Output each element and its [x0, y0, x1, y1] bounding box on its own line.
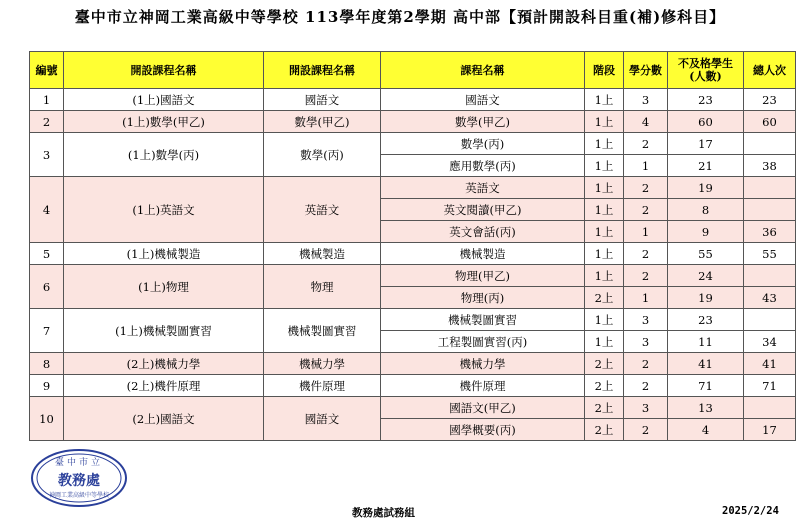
subject-cell: 英語文	[264, 177, 381, 243]
fail-count-cell: 41	[668, 353, 744, 375]
table-row	[30, 353, 796, 375]
course-cell: 英文會話(丙)	[381, 221, 585, 243]
header-total: 總人次	[744, 52, 796, 89]
stage-cell: 1上	[585, 243, 624, 265]
course-cell: 物理(丙)	[381, 287, 585, 309]
header-no: 編號	[30, 52, 64, 89]
subject-cell: 機械力學	[264, 353, 381, 375]
fail-count-cell: 71	[668, 375, 744, 397]
header-fail-count: 不及格學生 (人數)	[668, 52, 744, 89]
fail-count-cell: 4	[668, 419, 744, 441]
footer-date: 2025/2/24	[722, 505, 779, 517]
fail-count-cell: 21	[668, 155, 744, 177]
stage-cell: 2上	[585, 375, 624, 397]
fail-count-cell: 9	[668, 221, 744, 243]
total-cell	[744, 177, 796, 199]
total-cell	[744, 265, 796, 287]
total-cell: 55	[744, 243, 796, 265]
course-name-cell: (2上)國語文	[64, 397, 264, 441]
total-cell	[744, 199, 796, 221]
subject-cell: 國語文	[264, 89, 381, 111]
subject-cell: 機械製圖實習	[264, 309, 381, 353]
course-cell: 物理(甲乙)	[381, 265, 585, 287]
row-number-cell: 4	[30, 177, 64, 243]
course-cell: 機件原理	[381, 375, 585, 397]
table-row	[30, 375, 796, 397]
row-number-cell: 5	[30, 243, 64, 265]
total-cell: 34	[744, 331, 796, 353]
fail-count-cell: 19	[668, 287, 744, 309]
fail-count-cell: 17	[668, 133, 744, 155]
course-cell: 機械製圖實習	[381, 309, 585, 331]
stage-cell: 2上	[585, 353, 624, 375]
table-row	[30, 397, 796, 419]
row-number-cell: 6	[30, 265, 64, 309]
fail-count-cell: 24	[668, 265, 744, 287]
header-course: 課程名稱	[381, 52, 585, 89]
credit-cell: 2	[624, 177, 668, 199]
total-cell: 43	[744, 287, 796, 309]
course-cell: 機械力學	[381, 353, 585, 375]
total-cell: 17	[744, 419, 796, 441]
credit-cell: 2	[624, 243, 668, 265]
page-title: 臺中市立神岡工業高級中等學校 113學年度第2學期 高中部【預計開設科目重(補)修科目】	[74, 8, 726, 26]
credit-cell: 4	[624, 111, 668, 133]
fail-count-cell: 13	[668, 397, 744, 419]
total-cell: 38	[744, 155, 796, 177]
course-name-cell: (2上)機件原理	[64, 375, 264, 397]
credit-cell: 1	[624, 155, 668, 177]
stage-cell: 2上	[585, 397, 624, 419]
course-cell: 數學(甲乙)	[381, 111, 585, 133]
credit-cell: 2	[624, 133, 668, 155]
credit-cell: 1	[624, 287, 668, 309]
table-row	[30, 133, 796, 155]
stage-cell: 1上	[585, 199, 624, 221]
stage-cell: 1上	[585, 177, 624, 199]
table-row	[30, 111, 796, 133]
total-cell	[744, 133, 796, 155]
row-number-cell: 7	[30, 309, 64, 353]
course-name-cell: (1上)國語文	[64, 89, 264, 111]
credit-cell: 3	[624, 397, 668, 419]
total-cell	[744, 309, 796, 331]
table-row	[30, 243, 796, 265]
credit-cell: 2	[624, 199, 668, 221]
table-row	[30, 309, 796, 331]
fail-count-cell: 11	[668, 331, 744, 353]
header-credits: 學分數	[624, 52, 668, 89]
stage-cell: 2上	[585, 419, 624, 441]
course-cell: 英語文	[381, 177, 585, 199]
course-cell: 工程製圖實習(丙)	[381, 331, 585, 353]
header-stage: 階段	[585, 52, 624, 89]
stage-cell: 1上	[585, 133, 624, 155]
footer-office: 教務處試務組	[352, 507, 415, 519]
office-seal	[29, 448, 129, 508]
row-number-cell: 10	[30, 397, 64, 441]
table-row	[30, 265, 796, 287]
total-cell: 36	[744, 221, 796, 243]
credit-cell: 3	[624, 309, 668, 331]
fail-count-cell: 60	[668, 111, 744, 133]
course-name-cell: (1上)機械製圖實習	[64, 309, 264, 353]
course-name-cell: (2上)機械力學	[64, 353, 264, 375]
row-number-cell: 2	[30, 111, 64, 133]
svg-text:神岡工業高級中等學校: 神岡工業高級中等學校	[48, 492, 110, 499]
subject-cell: 物理	[264, 265, 381, 309]
fail-count-cell: 55	[668, 243, 744, 265]
svg-text:臺中市立: 臺中市立	[54, 458, 104, 468]
subject-cell: 機械製造	[264, 243, 381, 265]
stage-cell: 1上	[585, 309, 624, 331]
course-name-cell: (1上)機械製造	[64, 243, 264, 265]
fail-count-cell: 19	[668, 177, 744, 199]
header-course-name-2: 開設課程名稱	[264, 52, 381, 89]
table-header-row	[30, 52, 796, 89]
row-number-cell: 1	[30, 89, 64, 111]
course-cell: 英文閱讀(甲乙)	[381, 199, 585, 221]
total-cell: 41	[744, 353, 796, 375]
fail-count-cell: 23	[668, 89, 744, 111]
header-course-name: 開設課程名稱	[64, 52, 264, 89]
course-name-cell: (1上)數學(丙)	[64, 133, 264, 177]
subject-cell: 數學(丙)	[264, 133, 381, 177]
credit-cell: 2	[624, 265, 668, 287]
stage-cell: 1上	[585, 155, 624, 177]
stage-cell: 1上	[585, 265, 624, 287]
stage-cell: 2上	[585, 287, 624, 309]
course-name-cell: (1上)物理	[64, 265, 264, 309]
course-cell: 數學(丙)	[381, 133, 585, 155]
credit-cell: 2	[624, 375, 668, 397]
stage-cell: 1上	[585, 331, 624, 353]
fail-count-cell: 23	[668, 309, 744, 331]
course-cell: 國語文	[381, 89, 585, 111]
total-cell: 71	[744, 375, 796, 397]
total-cell: 23	[744, 89, 796, 111]
credit-cell: 3	[624, 331, 668, 353]
total-cell: 60	[744, 111, 796, 133]
course-cell: 國學概要(丙)	[381, 419, 585, 441]
subject-cell: 機件原理	[264, 375, 381, 397]
credit-cell: 2	[624, 353, 668, 375]
credit-cell: 3	[624, 89, 668, 111]
course-cell: 國語文(甲乙)	[381, 397, 585, 419]
course-name-cell: (1上)英語文	[64, 177, 264, 243]
total-cell	[744, 397, 796, 419]
table-row	[30, 89, 796, 111]
row-number-cell: 3	[30, 133, 64, 177]
course-cell: 應用數學(丙)	[381, 155, 585, 177]
table-row	[30, 177, 796, 199]
stage-cell: 1上	[585, 111, 624, 133]
credit-cell: 2	[624, 419, 668, 441]
course-cell: 機械製造	[381, 243, 585, 265]
subject-cell: 數學(甲乙)	[264, 111, 381, 133]
fail-count-cell: 8	[668, 199, 744, 221]
svg-text:教務處: 教務處	[58, 473, 100, 489]
credit-cell: 1	[624, 221, 668, 243]
stage-cell: 1上	[585, 221, 624, 243]
row-number-cell: 9	[30, 375, 64, 397]
course-table	[29, 51, 796, 441]
row-number-cell: 8	[30, 353, 64, 375]
subject-cell: 國語文	[264, 397, 381, 441]
stage-cell: 1上	[585, 89, 624, 111]
course-name-cell: (1上)數學(甲乙)	[64, 111, 264, 133]
